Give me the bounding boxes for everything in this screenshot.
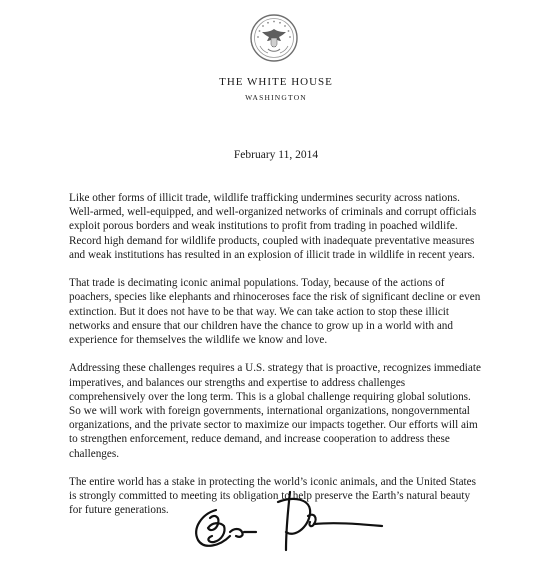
letter-date: February 11, 2014 (233, 149, 319, 161)
letter-body (69, 191, 483, 532)
presidential-seal-icon (250, 14, 298, 62)
letterhead-location: WASHINGTON (245, 93, 307, 102)
paragraph: The entire world has a stake in protecting the world’s iconic animals, and the United States is strongly committed to meeting its obligation to help preserve the Earth’s natural beauty for future generations. (69, 476, 476, 517)
handwritten-signature-icon (186, 488, 386, 556)
paragraph: Like other forms of illicit trade, wildlife trafficking undermines security across nations. Well-armed, well-equipped, and well-organized networks of criminals and corrupt officials exploit porous borders and weak institutions to profit from trading in poached wildlife. Record high demand for wildlife products, coupled with inadequate preventative measures and weak institutions has resulted in an explosion of illicit trade in wildlife in recent years. (69, 192, 477, 261)
paragraph: That trade is decimating iconic animal populations. Today, because of the actions of poachers, species like elephants and rhinoceroses face the risk of significant decline or even extinction. But it does not have to be that way. We can take action to stop these illicit networks and ensure that our children have the chance to grow up in a world with and experience for themselves the wildlife we know and love. (69, 277, 481, 347)
paragraph: Addressing these challenges requires a U.S. strategy that is proactive, recognizes immediate imperatives, and balances our strengths and expertise to address challenges comprehensively over the long term. This is a global challenge requiring global solutions. So we will work with foreign governments, international organizations, nongovernmental organizations, and the private sector to maximize our impacts together. Our efforts will aim to strengthen enforcement, reduce demand, and increase cooperation to address these challenges. (69, 362, 481, 460)
letterhead-title: THE WHITE HOUSE (219, 76, 333, 88)
